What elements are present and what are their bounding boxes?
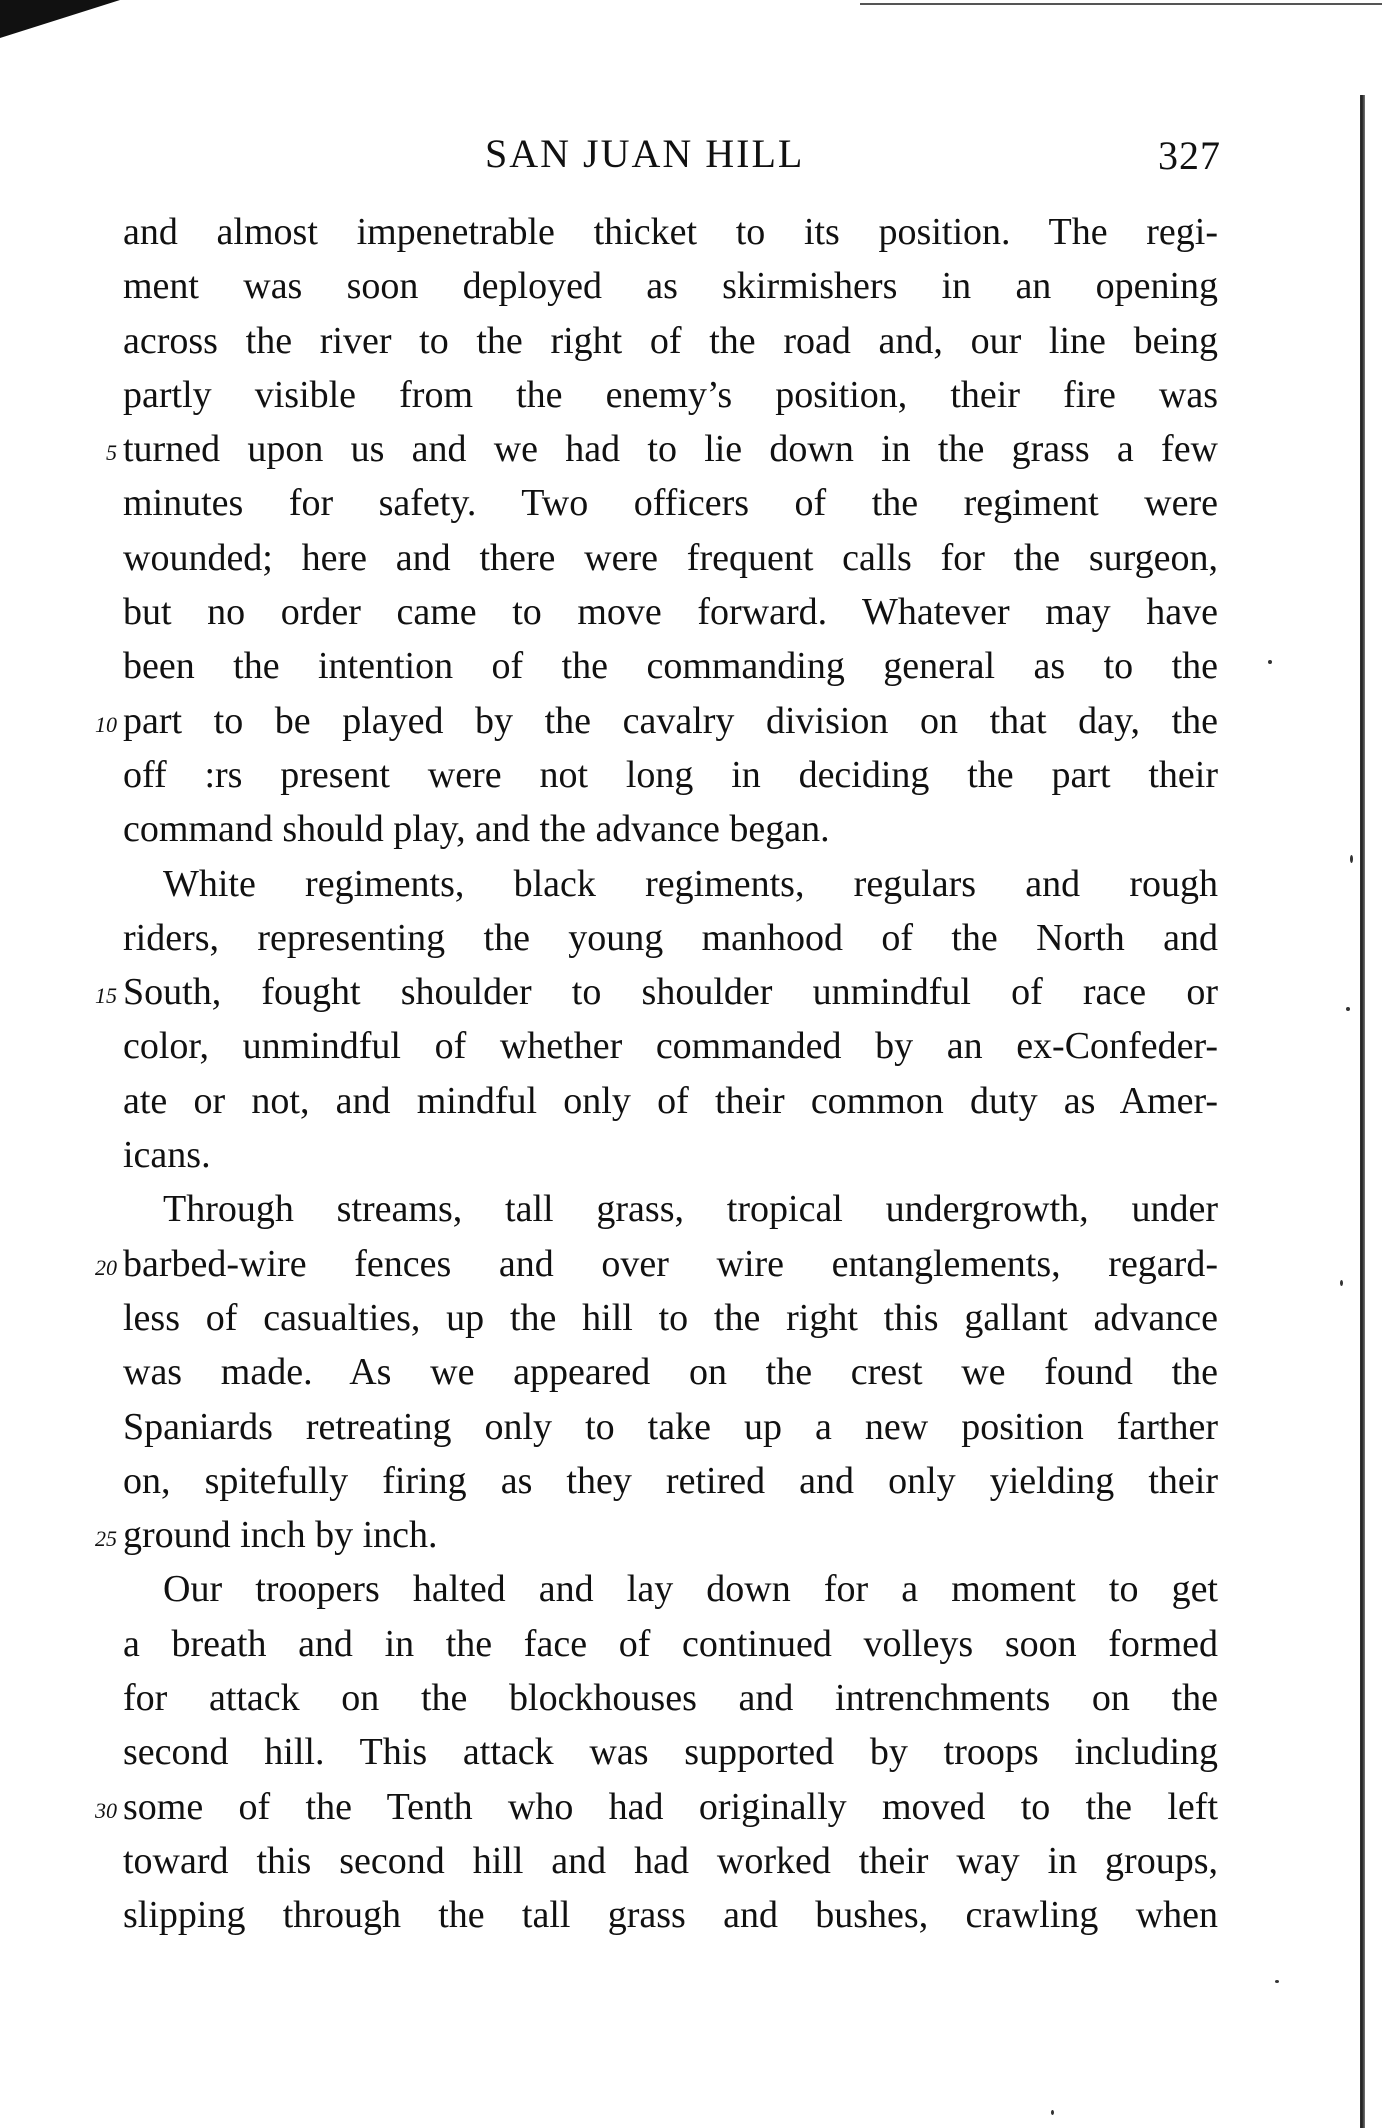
line-text: wounded; here and there were frequent calls for the surgeon, [123,536,1218,579]
line-text: but no order came to move forward. Whatever may have [123,591,1218,634]
line-text: was made. As we appeared on the crest we found the [123,1351,1218,1394]
line-text: White regiments, black regiments, regulars and rough [163,862,1218,905]
text-line [123,314,1218,368]
line-text: been the intention of the commanding general as to the [123,645,1218,688]
line-number: 30 [95,1797,117,1823]
line-text: Our troopers halted and lay down for a moment to get [163,1568,1218,1611]
text-line [123,1128,1218,1182]
line-text: toward this second hill and had worked their way in groups, [123,1839,1218,1882]
text-line [123,857,1218,911]
text-line [123,1019,1218,1073]
text-line [95,1237,1218,1291]
body-text [95,205,1218,1943]
line-text: turned upon us and we had to lie down in the grass a few [123,428,1218,471]
line-text: and almost impenetrable thicket to its position. The regi- [123,211,1218,253]
line-text: part to be played by the cavalry division on that day, the [123,699,1218,742]
text-line [123,585,1218,639]
text-line [123,476,1218,530]
text-line [123,911,1218,965]
scan-speck [1268,660,1272,664]
text-line [123,531,1218,585]
scan-corner-mark [0,0,120,38]
line-text: off :rs present were not long in deciding the part their [123,753,1218,796]
text-line [95,694,1218,748]
text-line [123,259,1218,313]
text-line [123,1725,1218,1779]
line-text: ground inch by inch. [123,1514,438,1557]
text-line [123,1454,1218,1508]
line-text: on, spitefully firing as they retired and only yielding their [123,1459,1218,1502]
line-text: some of the Tenth who had originally moved to the left [123,1785,1218,1828]
scan-speck [1346,1007,1350,1011]
text-line [123,1400,1218,1454]
text-line [123,1182,1218,1236]
line-text: second hill. This attack was supported by troops including [123,1731,1218,1774]
line-number: 15 [95,983,117,1009]
line-text: command should play, and the advance began. [123,808,830,851]
line-number: 5 [106,440,117,466]
line-text: icans. [123,1134,211,1177]
line-number: 20 [95,1254,117,1280]
scan-edge-rule [1360,95,1365,2128]
text-line [123,1074,1218,1128]
text-line [123,639,1218,693]
text-line [123,1345,1218,1399]
scan-speck [1350,855,1353,863]
text-line [123,748,1218,802]
running-head [0,120,1382,180]
line-text: Through streams, tall grass, tropical undergrowth, under [163,1188,1218,1231]
line-text: South, fought shoulder to shoulder unmindful of race or [123,971,1218,1014]
running-title: SAN JUAN HILL [485,131,805,176]
text-line [123,1291,1218,1345]
line-text: a breath and in the face of continued volleys soon formed [123,1622,1218,1665]
text-line [123,205,1218,259]
scan-speck [1051,2110,1054,2115]
page-number: 327 [1158,133,1221,178]
line-text: slipping through the tall grass and bushes, crawling when [123,1894,1218,1937]
line-text: barbed-wire fences and over wire entanglements, regard- [123,1242,1218,1285]
text-line [123,802,1218,856]
text-line [106,422,1218,476]
text-line [95,1508,1218,1562]
line-number: 25 [95,1526,117,1552]
scan-speck [1275,1980,1279,1983]
text-line [95,1780,1218,1834]
line-text: less of casualties, up the hill to the right this gallant advance [123,1296,1218,1339]
line-text: for attack on the blockhouses and intrenchments on the [123,1677,1218,1720]
text-line [123,368,1218,422]
line-number: 10 [95,711,117,737]
text-line [123,1834,1218,1888]
text-line [123,1888,1218,1942]
text-line [123,1617,1218,1671]
line-text: riders, representing the young manhood of the North and [123,916,1218,959]
line-text: Spaniards retreating only to take up a new position farther [123,1405,1218,1448]
line-text: across the river to the right of the road and, our line being [123,319,1218,362]
line-text: minutes for safety. Two officers of the regiment were [123,482,1218,525]
line-text: ment was soon deployed as skirmishers in an opening [123,265,1218,308]
scan-top-rule [860,3,1382,5]
line-text: partly visible from the enemy’s position, their fire was [123,373,1218,416]
scan-speck [1340,1280,1343,1286]
line-text: ate or not, and mindful only of their common duty as Amer- [123,1079,1218,1122]
line-text: color, unmindful of whether commanded by an ex-Confeder- [123,1025,1218,1068]
text-line [123,1562,1218,1616]
text-line [95,965,1218,1019]
text-line [123,1671,1218,1725]
